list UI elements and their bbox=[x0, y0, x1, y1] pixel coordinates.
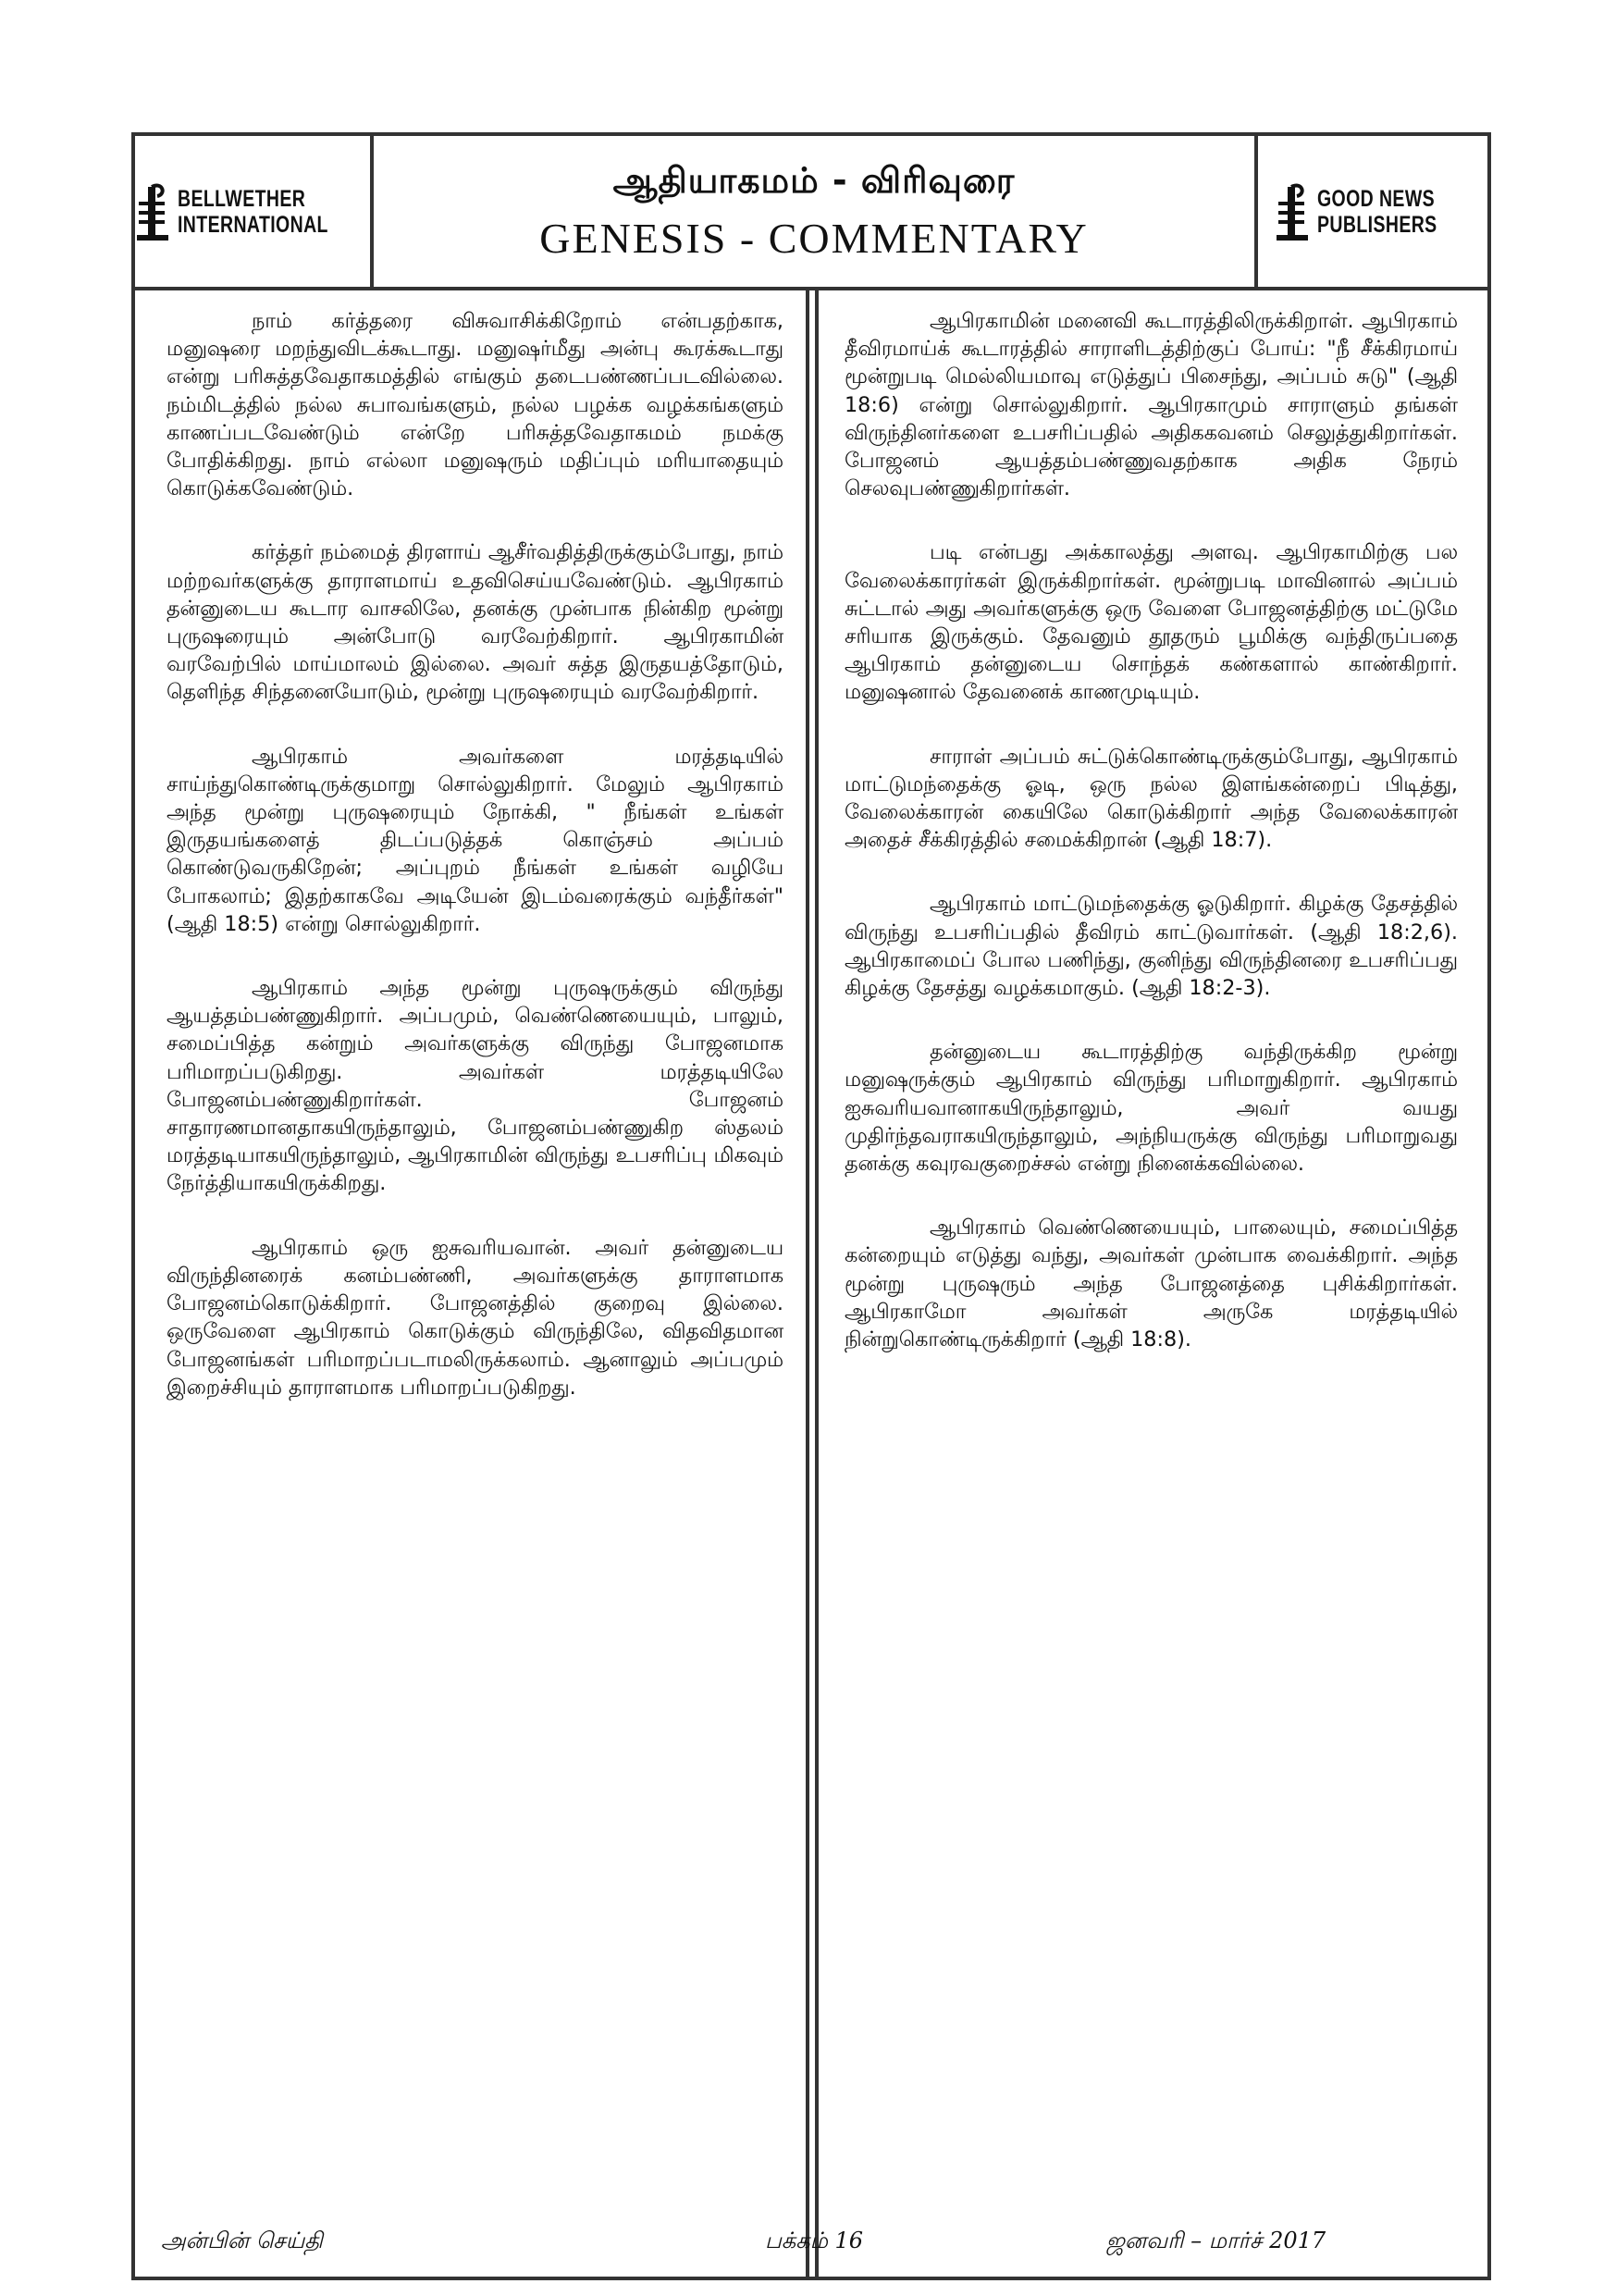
good-news-logo bbox=[1275, 181, 1471, 242]
page-frame bbox=[131, 132, 1491, 2280]
paragraph: ஆபிரகாம் வெண்ணெயையும், பாலையும், சமைப்பித்த கன்றையும் எடுத்து வந்து, அவர்கள் முன்பாக வைக்கிறார். அந்த மூன்று புருஷரும் அந்த போஜனத்தை புசிக்கிறார்கள். ஆபிரகாமோ அவர்கள் அருகே மரத்தடியில் நின்றுகொண்டிருக்கிறார் (ஆதி 18:8). bbox=[845, 1216, 1458, 1352]
title-tamil: ஆதியாகமம் - விரிவுரை bbox=[612, 160, 1016, 201]
paragraph: படி என்பது அக்காலத்து அளவு. ஆபிரகாமிற்கு பல வேலைக்காரர்கள் இருக்கிறார்கள். மூன்றுபடி மாவினால் அப்பம் சுட்டால் அது அவர்களுக்கு ஒரு வேளை போஜனத்திற்கு மட்டுமே சரியாக இருக்கும். தேவனும் தூதரும் பூமிக்கு வந்திருப்பதை ஆபிரகாம் தன்னுடைய சொந்தக் கண்களால் காண்கிறார். மனுஷனால் தேவனைக் காணமுடியும். bbox=[845, 540, 1458, 705]
shepherd-icon bbox=[1275, 181, 1312, 242]
header bbox=[135, 136, 1487, 290]
footer bbox=[0, 2228, 1616, 2265]
left-logo-line2: INTERNATIONAL bbox=[177, 211, 328, 238]
right-column bbox=[813, 287, 1487, 2277]
paragraph: ஆபிரகாம் அவர்களை மரத்தடியில் சாய்ந்துகொண்டிருக்குமாறு சொல்லுகிறார். மேலும் ஆபிரகாம் அந்த மூன்று புருஷரையும் நோக்கி, " நீங்கள் உங்கள் இருதயங்களைத் திடப்படுத்தக் கொஞ்சம் அப்பம் கொண்டுவருகிறேன்; அப்புறம் நீங்கள் உங்கள் வழியே போகலாம்; இதற்காகவே அடியேன் இடம்வரைக்கும் வந்தீர்கள்" (ஆதி 18:5) என்று சொல்லுகிறார். bbox=[167, 744, 783, 936]
paragraph: கர்த்தர் நம்மைத் திரளாய் ஆசீர்வதித்திருக்கும்போது, நாம் மற்றவர்களுக்கு தாராளமாய் உதவிசெய்யவேண்டும். ஆபிரகாம் தன்னுடைய கூடார வாசலிலே, தனக்கு முன்பாக நின்கிற மூன்று புருஷரையும் அன்போடு வரவேற்கிறார். ஆபிரகாமின் வரவேற்பில் மாய்மாலம் இல்லை. அவர் சுத்த இருதயத்தோடும், தெளிந்த சிந்தனையோடும், மூன்று புருஷரையும் வரவேற்கிறார். bbox=[167, 540, 783, 705]
paragraph: தன்னுடைய கூடாரத்திற்கு வந்திருக்கிற மூன்று மனுஷருக்கும் ஆபிரகாம் விருந்து பரிமாறுகிறார். ஆபிரகாம் ஐசுவரியவானாகயிருந்தாலும், அவர் வயது முதிர்ந்தவராகயிருந்தாலும், அந்நியருக்கு விருந்து பரிமாறுவது தனக்கு கவுரவகுறைச்சல் என்று நினைக்கவில்லை. bbox=[845, 1040, 1458, 1177]
paragraph: ஆபிரகாம் அந்த மூன்று புருஷருக்கும் விருந்து ஆயத்தம்பண்ணுகிறார். அப்பமும், வெண்ணெயையும், பாலும், சமைப்பித்த கன்றும் அவர்களுக்கு விருந்து போஜனமாக பரிமாறப்படுகிறது. அவர்கள் மரத்தடியிலே போஜனம்பண்ணுகிறார்கள். போஜனம் சாதாரணமானதாகயிருந்தாலும், போஜனம்பண்ணுகிற ஸ்தலம் மரத்தடியாகயிருந்தாலும், ஆபிரகாமின் விருந்து உபசரிப்பு மிகவும் நேர்த்தியாகயிருக்கிறது. bbox=[167, 976, 783, 1196]
paragraph: சாராள் அப்பம் சுட்டுக்கொண்டிருக்கும்போது, ஆபிரகாம் மாட்டுமந்தைக்கு ஓடி, ஒரு நல்ல இளங்கன்றைப் பிடித்து, வேலைக்காரன் கையிலே கொடுக்கிறார் அந்த வேலைக்காரன் அதைச் சீக்கிரத்தில் சமைக்கிறான் (ஆதி 18:7). bbox=[845, 744, 1458, 853]
paragraph: ஆபிரகாம் ஒரு ஐசுவரியவான். அவர் தன்னுடைய விருந்தினரைக் கனம்பண்ணி, அவர்களுக்கு தாராளமாக போஜனம்கொடுக்கிறார். போஜனத்தில் குறைவு இல்லை. ஒருவேளை ஆபிரகாம் கொடுக்கும் விருந்திலே, விதவிதமான போஜனங்கள் பரிமாறப்படாமலிருக்கலாம். ஆனாலும் அப்பமும் இறைச்சியும் தாராளமாக பரிமாறப்படுகிறது. bbox=[167, 1235, 783, 1400]
left-logo-line1: BELLWETHER bbox=[177, 185, 305, 212]
column-divider bbox=[806, 287, 809, 2277]
paragraph: நாம் கர்த்தரை விசுவாசிக்கிறோம் என்பதற்காக, மனுஷரை மறந்துவிடக்கூடாது. மனுஷர்மீது அன்பு கூரக்கூடாது என்று பரிசுத்தவேதாகமத்தில் எங்கும் தடைபண்ணப்படவில்லை. நம்மிடத்தில் நல்ல சுபாவங்களும், நல்ல பழக்க வழக்கங்களும் காணப்படவேண்டும் என்றே பரிசுத்தவேதாகமம் நமக்கு போதிக்கிறது. நாம் எல்லா மனுஷரும் மதிப்பும் மரியாதையும் கொடுக்கவேண்டும். bbox=[167, 309, 783, 501]
right-logo-line1: GOOD NEWS bbox=[1316, 185, 1435, 212]
left-column bbox=[135, 287, 813, 2277]
paragraph: ஆபிரகாமின் மனைவி கூடாரத்திலிருக்கிறாள். ஆபிரகாம் தீவிரமாய்க் கூடாரத்தில் சாராளிடத்திற்குப் போய்: "நீ சீக்கிரமாய் மூன்றுபடி மெல்லியமாவு எடுத்துப் பிசைந்து, அப்பம் சுடு" (ஆதி 18:6) என்று சொல்லுகிறார். ஆபிரகாமும் சாராளும் தங்கள் விருந்தினர்களை உபசரிப்பதில் அதிககவனம் செலுத்துகிறார்கள். போஜனம் ஆயத்தம்பண்ணுவதற்காக அதிக நேரம் செலவுபண்ணுகிறார்கள். bbox=[845, 309, 1458, 501]
footer-page-number: பக்கம் 16 bbox=[765, 2228, 864, 2253]
title-box bbox=[374, 136, 1254, 287]
body-columns bbox=[135, 287, 1487, 2277]
left-logo-box bbox=[135, 136, 374, 287]
right-logo-box bbox=[1254, 136, 1487, 287]
shepherd-icon bbox=[135, 181, 172, 242]
footer-issue-date: ஜனவரி – மார்ச் 2017 bbox=[1106, 2228, 1326, 2253]
paragraph: ஆபிரகாம் மாட்டுமந்தைக்கு ஓடுகிறார். கிழக்கு தேசத்தில் விருந்து உபசரிப்பதில் தீவிரம் காட்டுவார்கள். (ஆதி 18:2,6). ஆபிரகாமைப் போல பணிந்து, குனிந்து விருந்தினரை உபசரிப்பது கிழக்கு தேசத்து வழக்கமாகும். (ஆதி 18:2-3). bbox=[845, 892, 1458, 1001]
bellwether-logo bbox=[135, 181, 371, 242]
footer-magazine-name: அன்பின் செய்தி bbox=[161, 2228, 323, 2253]
right-logo-line2: PUBLISHERS bbox=[1316, 211, 1437, 238]
title-english: GENESIS - COMMENTARY bbox=[539, 215, 1089, 262]
